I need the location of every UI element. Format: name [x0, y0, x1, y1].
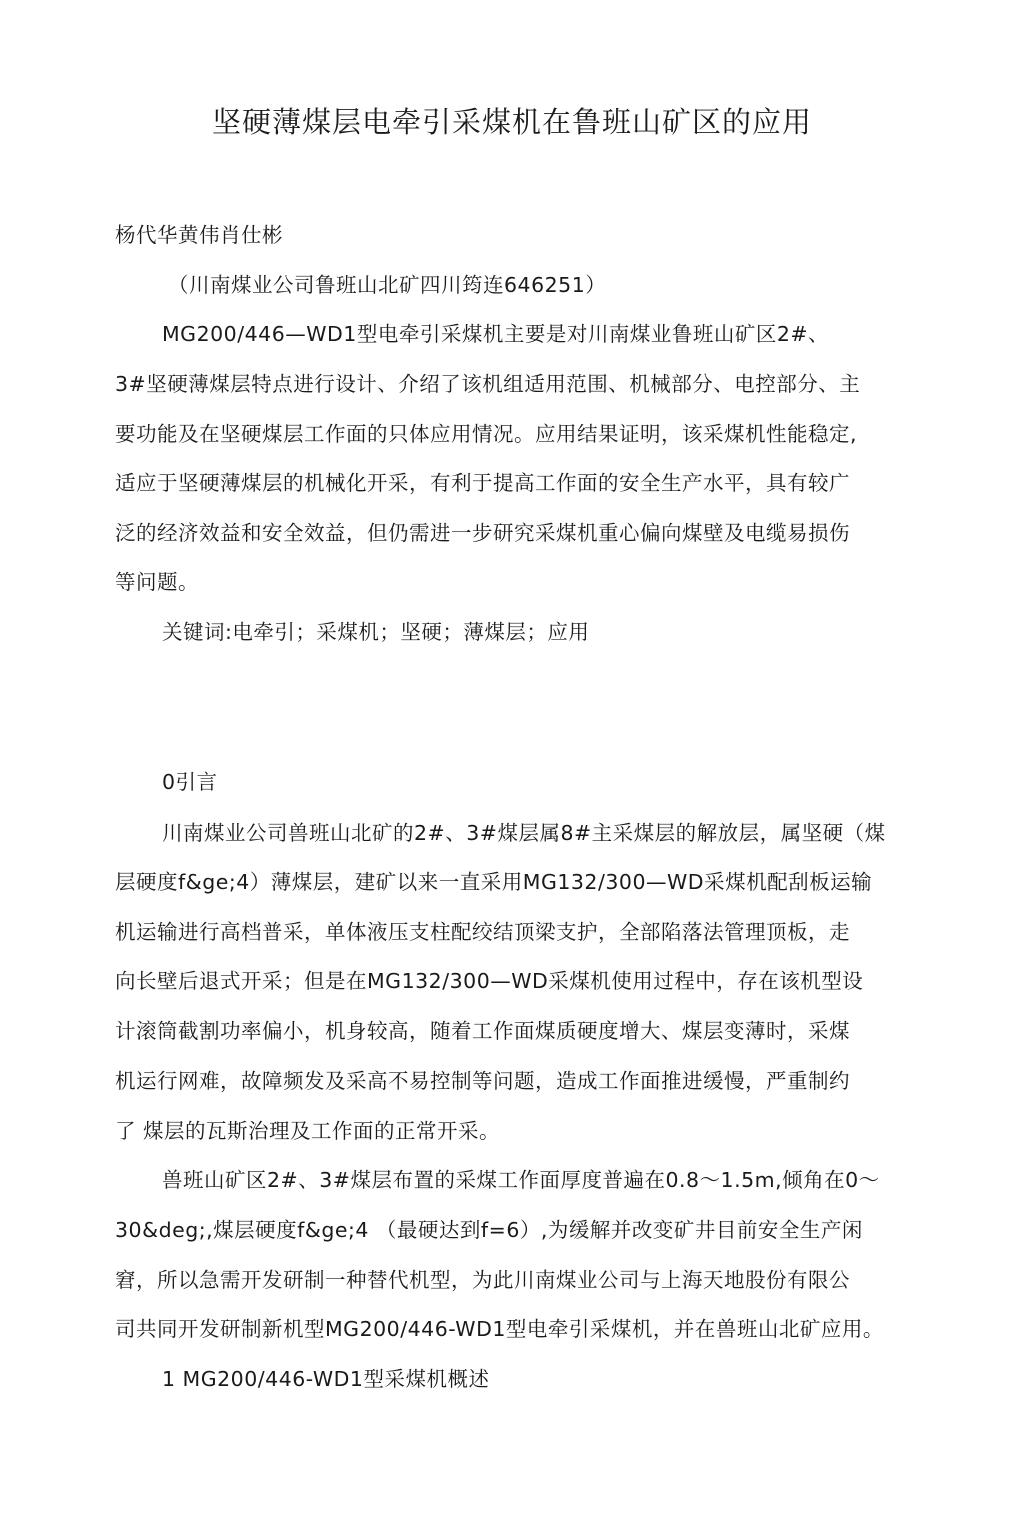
section-heading: 1 MG200/446-WD1型采煤机概述 — [162, 1367, 490, 1391]
abstract-line: 泛的经济效益和安全效益，但仍需进一步研究采煤机重心偏向煤壁及电缆易损伤 — [115, 521, 850, 545]
intro-paragraph-line: 了 煤层的瓦斯治理及工作面的正常开采。 — [115, 1119, 501, 1143]
abstract-line: 等问题。 — [115, 570, 199, 594]
document-title: 坚硬薄煤层电牵引采煤机在鲁班山矿区的应用 — [211, 105, 812, 139]
authors: 杨代华黄伟肖仕彬 — [115, 223, 283, 247]
intro-paragraph-line: 层硬度f&ge;4）薄煤层，建矿以来一直采用MG132/300—WD采煤机配刮板运输 — [115, 870, 873, 894]
section-heading: 0引言 — [162, 770, 218, 794]
intro-paragraph-line: 兽班山矿区2#、3#煤层布置的采煤工作面厚度普遍在0.8～1.5m,倾角在0～ — [162, 1168, 880, 1192]
affiliation: （川南煤业公司鲁班山北矿四川筠连646251） — [168, 273, 607, 297]
intro-paragraph-line: 30&deg;,煤层硬度f&ge;4 （最硬达到f=6）,为缓解并改变矿井目前安全生产闲 — [115, 1218, 863, 1242]
abstract-line: MG200/446—WD1型电牵引采煤机主要是对川南煤业鲁班山矿区2#、 — [162, 322, 830, 346]
intro-paragraph-line: 机运输进行高档普采，单体液压支柱配绞结顶梁支护，全部陷落法管理顶板，走 — [115, 920, 850, 944]
intro-paragraph-line: 计滚筒截割功率偏小，机身较高，随着工作面煤质硬度增大、煤层变薄时，采煤 — [115, 1019, 850, 1043]
abstract-line: 适应于坚硬薄煤层的机械化开采，有利于提高工作面的安全生产水平，具有较广 — [115, 471, 850, 495]
abstract-line: 3#坚硬薄煤层特点进行设计、介绍了该机组适用范围、机械部分、电控部分、主 — [115, 372, 861, 396]
intro-paragraph-line: 机运行网难，故障频发及采高不易控制等问题，造成工作面推进缓慢，严重制约 — [115, 1069, 850, 1093]
abstract-line: 要功能及在坚硬煤层工作面的只体应用情况。应用结果证明，该采煤机性能稳定, — [115, 422, 858, 446]
intro-paragraph-line: 川南煤业公司兽班山北矿的2#、3#煤层属8#主采煤层的解放层，属坚硬（煤 — [162, 821, 886, 845]
intro-paragraph-line: 向长壁后退式开采；但是在MG132/300—WD采煤机使用过程中，存在该机型设 — [115, 969, 864, 993]
intro-paragraph-line: 司共同开发研制新机型MG200/446-WD1型电牵引采煤机，并在兽班山北矿应用。 — [115, 1317, 884, 1341]
intro-paragraph-line: 窘，所以急需开发研制一种替代机型，为此川南煤业公司与上海天地股份有限公 — [115, 1268, 850, 1292]
keywords: 关键词:电牵引；采煤机；坚硬；薄煤层；应用 — [162, 620, 590, 644]
